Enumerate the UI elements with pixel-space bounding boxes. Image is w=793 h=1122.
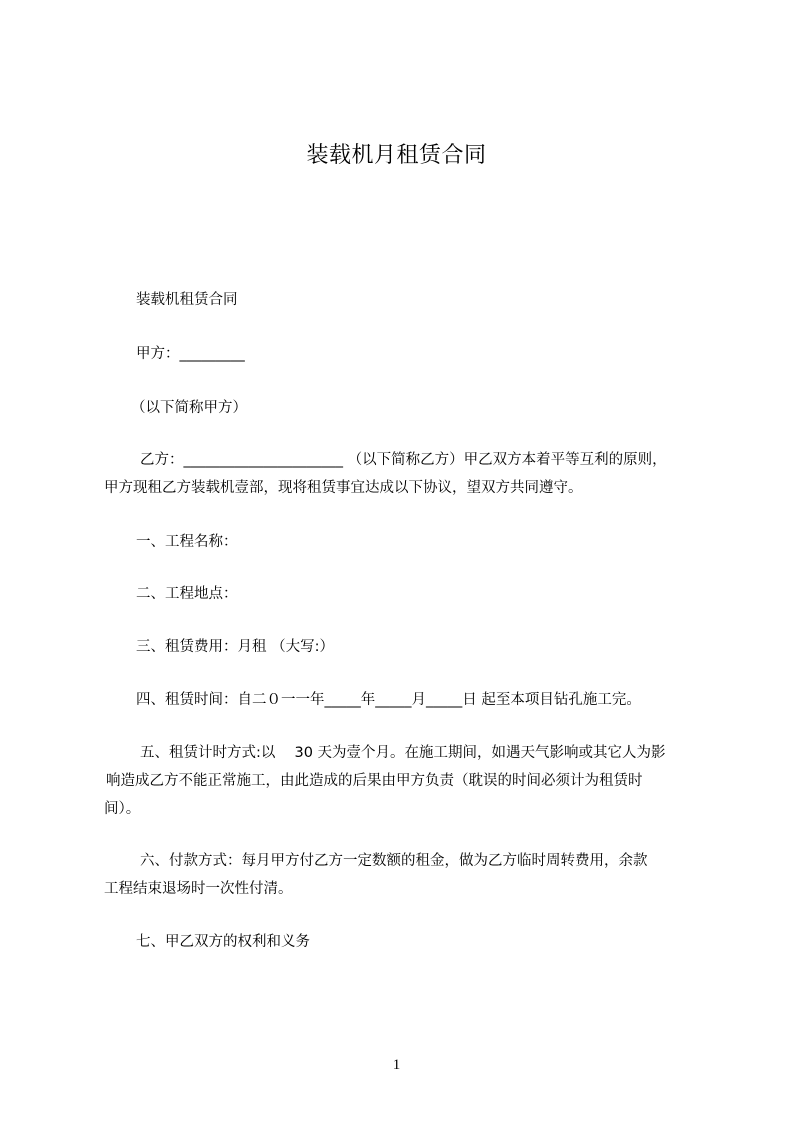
clause-2 — [136, 580, 736, 608]
party-b-line-1: 乙方：______________________ （以下简称乙方）甲乙双方本着平等互利的原则， — [140, 452, 667, 468]
clause-6-line-1: 六、付款方式：每月甲方付乙方一定数额的租金，做为乙方临时周转费用，余款 — [140, 853, 648, 869]
clause-4 — [136, 686, 736, 714]
clause-1-text: 一、工程名称： — [136, 534, 238, 550]
contract-subtitle — [136, 286, 736, 314]
party-b-line-2: 甲方现租乙方装载机壹部，现将租赁事宜达成以下协议，望双方共同遵守。 — [104, 480, 583, 496]
party-a-note — [131, 394, 731, 422]
clause-7 — [136, 928, 736, 956]
party-a-line — [136, 340, 736, 368]
clause-2-text: 二、工程地点： — [136, 586, 238, 602]
clause-3 — [136, 633, 736, 661]
clause-7-text: 七、甲乙双方的权利和义务 — [136, 934, 310, 950]
clause-6-paragraph — [104, 847, 704, 903]
clause-5-line-2: 响造成乙方不能正常施工，由此造成的后果由甲方负责（耽误的时间必须计为租赁时 — [106, 773, 643, 789]
clause-4-text: 四、租赁时间：自二０一一年_____年_____月_____日 起至本项目钻孔施工完。 — [136, 692, 641, 708]
page-number: 1 — [392, 1057, 401, 1073]
clause-1 — [136, 528, 736, 556]
contract-subtitle-text: 装载机租赁合同 — [136, 292, 238, 308]
document-title: 装载机月租赁合同 — [306, 143, 487, 168]
party-b-paragraph — [104, 446, 704, 502]
party-a-text: 甲方：_________ — [136, 346, 245, 362]
clause-3-text: 三、租赁费用：月租 （大写:） — [136, 639, 334, 655]
clause-5-line-1: 五、租赁计时方式:以 30 天为壹个月。在施工期间，如遇天气影响或其它人为影 — [140, 745, 666, 761]
clause-5-paragraph — [104, 739, 704, 823]
clause-5-line-3: 间）。 — [104, 801, 141, 817]
clause-6-line-2: 工程结束退场时一次性付清。 — [104, 881, 293, 897]
party-a-note-text: （以下简称甲方） — [131, 400, 247, 416]
